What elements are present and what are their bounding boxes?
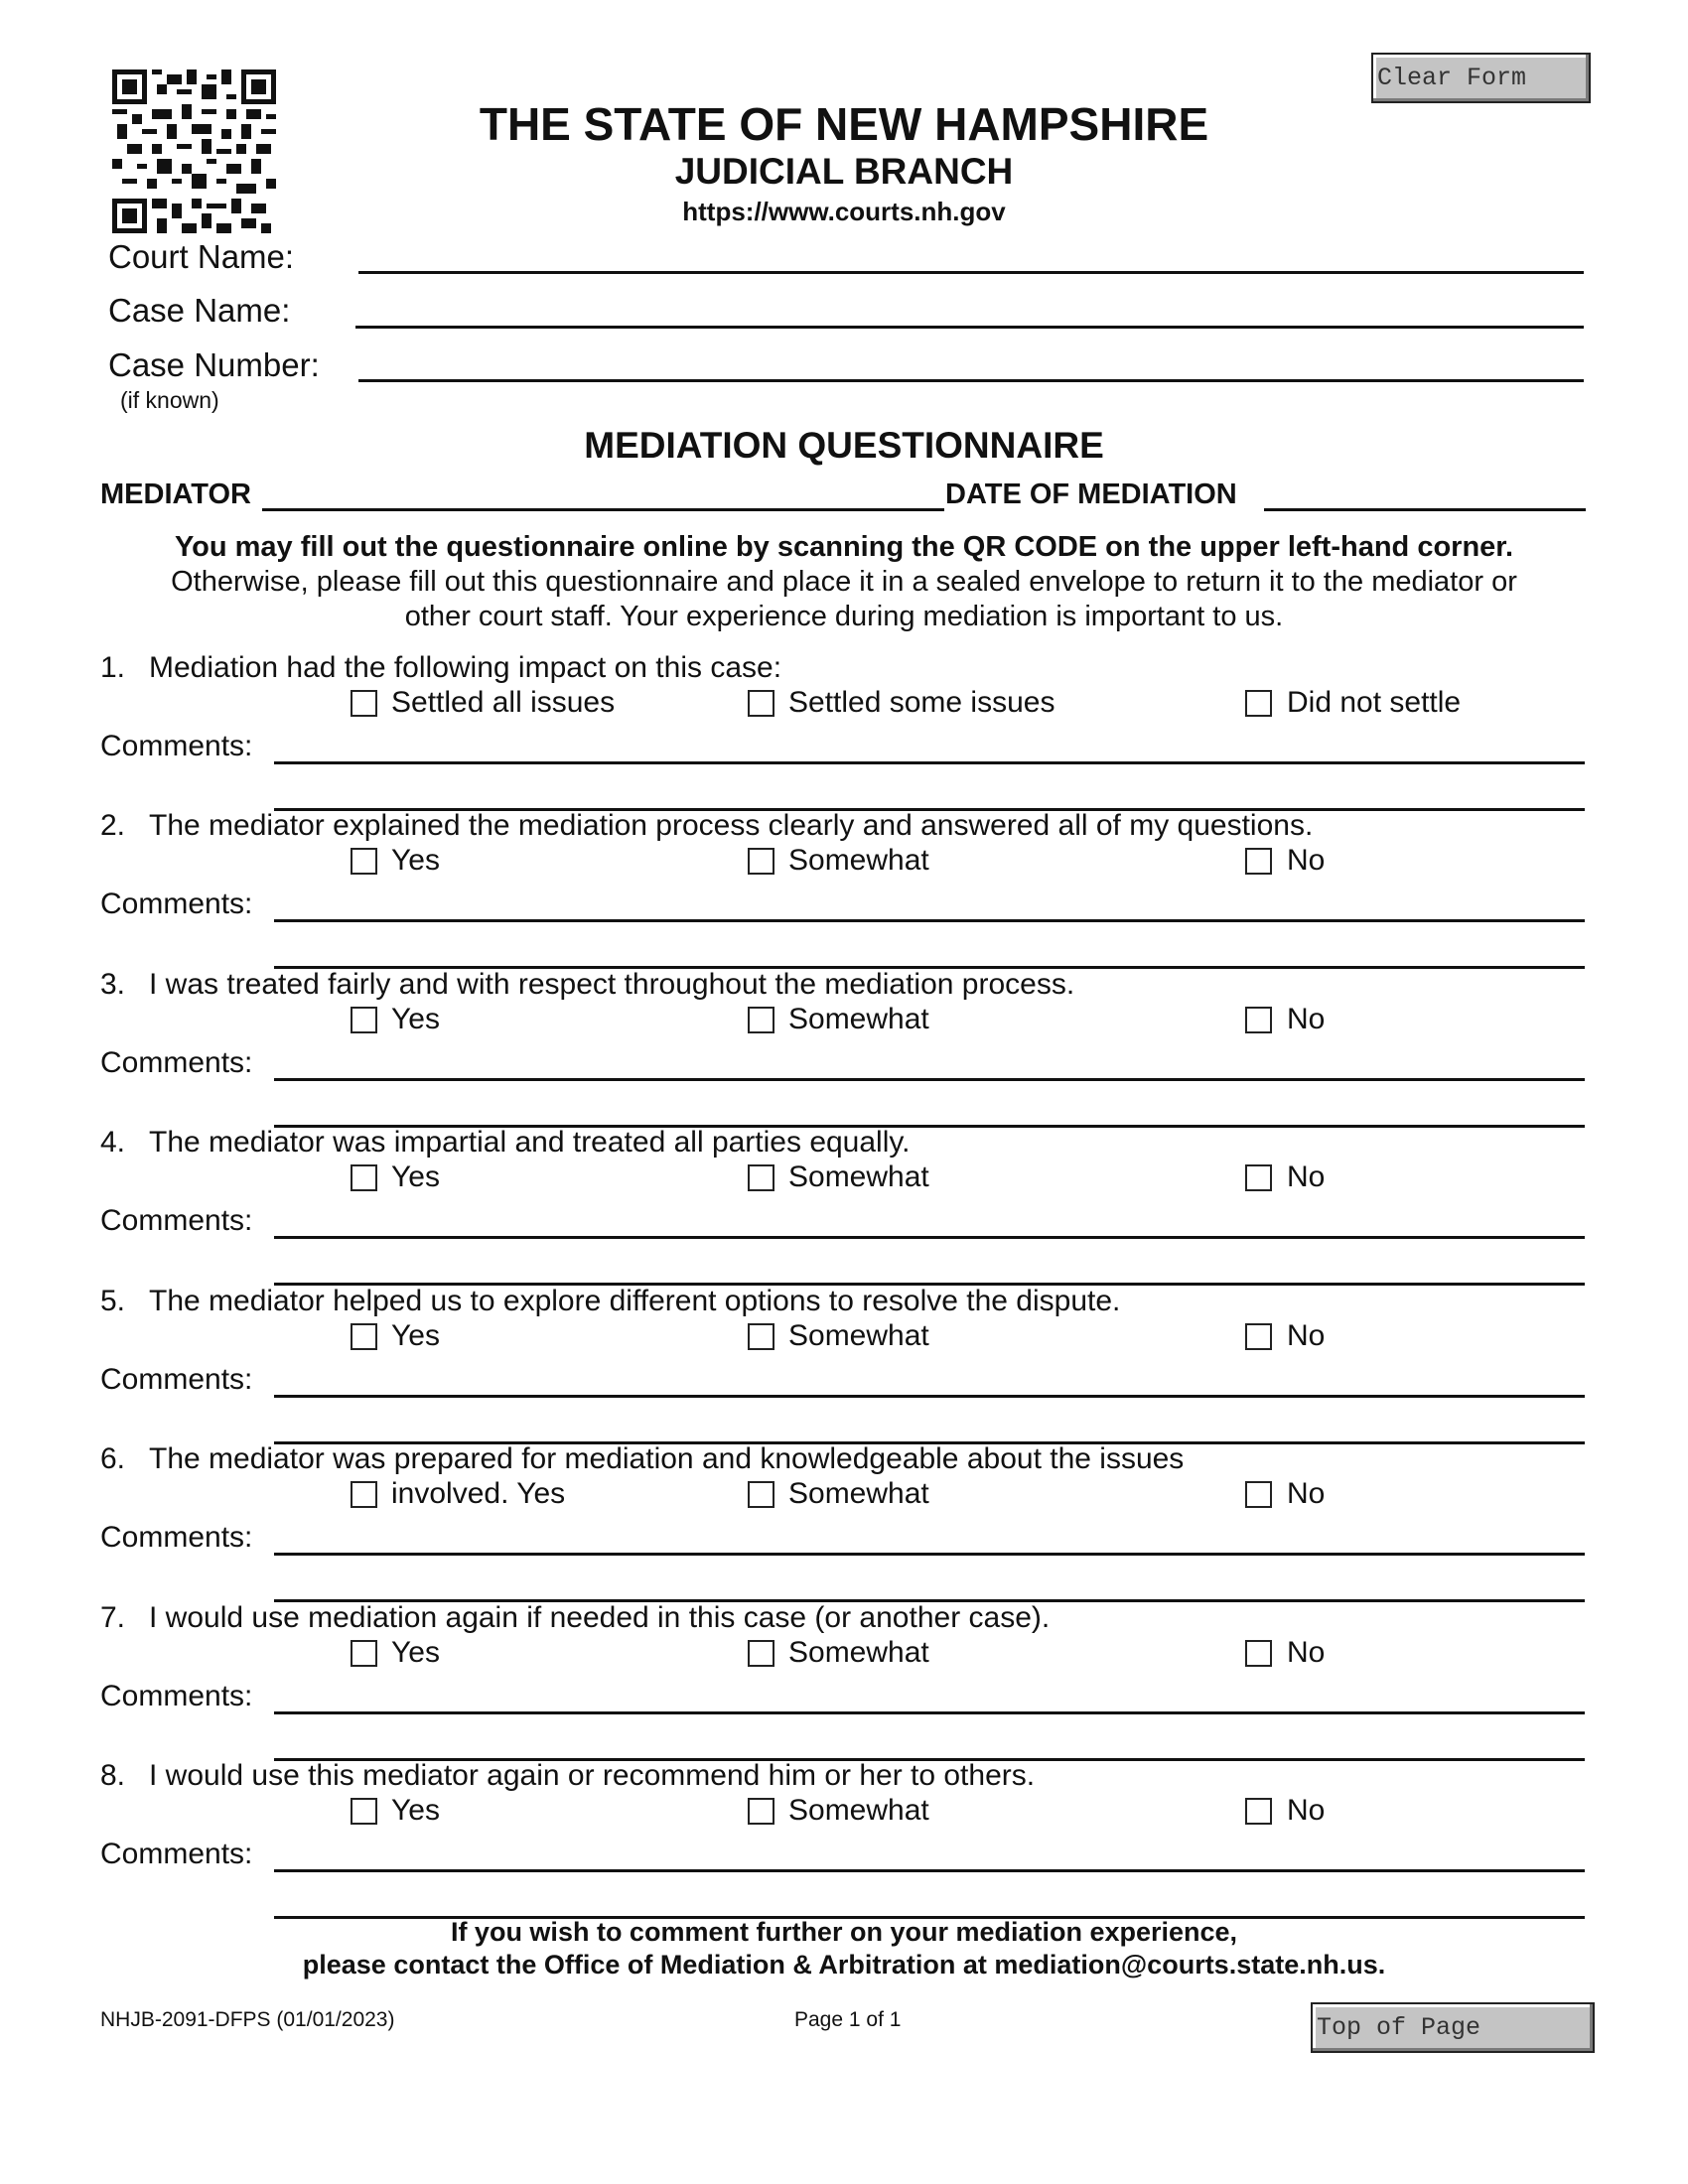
clear-form-button[interactable]: Clear Form xyxy=(1371,53,1591,103)
q8-checkbox-somewhat[interactable] xyxy=(748,1798,774,1825)
q1-option-1-label: Settled all issues xyxy=(391,686,616,719)
q3-checkbox-yes[interactable] xyxy=(351,1007,377,1033)
question-3-text: I was treated fairly and with respect throughout the mediation process. xyxy=(149,968,1075,1001)
q2-option-yes-label: Yes xyxy=(391,844,440,877)
date-of-mediation-label: DATE OF MEDIATION xyxy=(945,478,1237,510)
mediator-label: MEDIATOR xyxy=(100,478,251,510)
question-5-text: The mediator helped us to explore different options to resolve the dispute. xyxy=(149,1285,1121,1317)
court-name-field[interactable] xyxy=(358,271,1584,274)
q5-comments-line-1[interactable] xyxy=(274,1395,1585,1398)
question-6-number: 6. xyxy=(100,1442,126,1475)
qr-code xyxy=(112,69,276,233)
q2-checkbox-no[interactable] xyxy=(1245,848,1272,875)
form-number: NHJB-2091-DFPS (01/01/2023) xyxy=(100,2008,395,2031)
question-4-number: 4. xyxy=(100,1126,126,1159)
q8-checkbox-no[interactable] xyxy=(1245,1798,1272,1825)
q7-checkbox-yes[interactable] xyxy=(351,1640,377,1667)
q3-option-no-label: No xyxy=(1287,1003,1326,1035)
q6-comments-label: Comments: xyxy=(100,1521,253,1554)
q4-option-yes-label: Yes xyxy=(391,1160,440,1193)
q3-checkbox-somewhat[interactable] xyxy=(748,1007,774,1033)
instructions-line-3: other court staff. Your experience during mediation is important to us. xyxy=(404,601,1284,632)
q7-comments-label: Comments: xyxy=(100,1680,253,1712)
case-name-field[interactable] xyxy=(355,326,1584,329)
q2-comments-label: Comments: xyxy=(100,887,253,920)
q7-comments-line-1[interactable] xyxy=(274,1711,1585,1714)
question-4-text: The mediator was impartial and treated all parties equally. xyxy=(149,1126,911,1159)
q1-checkbox-option-1[interactable] xyxy=(351,690,377,717)
q3-checkbox-no[interactable] xyxy=(1245,1007,1272,1033)
case-number-label: Case Number: xyxy=(108,346,320,383)
q5-option-no-label: No xyxy=(1287,1319,1326,1352)
q1-option-2-label: Settled some issues xyxy=(788,686,1055,719)
question-1-number: 1. xyxy=(100,651,126,684)
q8-comments-label: Comments: xyxy=(100,1838,253,1870)
page-number: Page 1 of 1 xyxy=(794,2008,902,2031)
q2-option-no-label: No xyxy=(1287,844,1326,877)
q4-option-somewhat-label: Somewhat xyxy=(788,1160,929,1193)
instructions-line-2: Otherwise, please fill out this questionnaire and place it in a sealed envelope to return it to the mediator or xyxy=(171,566,1517,598)
case-name-label: Case Name: xyxy=(108,292,291,329)
q2-option-somewhat-label: Somewhat xyxy=(788,844,929,877)
instructions-bold: You may fill out the questionnaire online by scanning the QR CODE on the upper left-hand corner. xyxy=(174,531,1514,563)
q3-comments-label: Comments: xyxy=(100,1046,253,1079)
q7-checkbox-somewhat[interactable] xyxy=(748,1640,774,1667)
q6-option-yes-label: involved. Yes xyxy=(391,1477,566,1510)
q5-option-yes-label: Yes xyxy=(391,1319,440,1352)
q4-comments-line-1[interactable] xyxy=(274,1236,1585,1239)
q8-option-somewhat-label: Somewhat xyxy=(788,1794,929,1827)
q3-comments-line-1[interactable] xyxy=(274,1078,1585,1081)
q8-option-yes-label: Yes xyxy=(391,1794,440,1827)
q1-comments-label: Comments: xyxy=(100,730,253,762)
q6-checkbox-no[interactable] xyxy=(1245,1481,1272,1508)
court-name-label: Court Name: xyxy=(108,238,295,275)
q2-checkbox-somewhat[interactable] xyxy=(748,848,774,875)
question-1-text: Mediation had the following impact on this case: xyxy=(149,651,782,684)
question-7-number: 7. xyxy=(100,1601,126,1634)
q4-comments-label: Comments: xyxy=(100,1204,253,1237)
q6-comments-line-1[interactable] xyxy=(274,1553,1585,1556)
q8-option-no-label: No xyxy=(1287,1794,1326,1827)
question-7-text: I would use mediation again if needed in this case (or another case). xyxy=(149,1601,1051,1634)
q1-checkbox-option-2[interactable] xyxy=(748,690,774,717)
q7-checkbox-no[interactable] xyxy=(1245,1640,1272,1667)
q6-option-somewhat-label: Somewhat xyxy=(788,1477,929,1510)
q6-checkbox-yes[interactable] xyxy=(351,1481,377,1508)
q4-option-no-label: No xyxy=(1287,1160,1326,1193)
question-6-text: The mediator was prepared for mediation and knowledgeable about the issues xyxy=(149,1442,1185,1475)
q5-option-somewhat-label: Somewhat xyxy=(788,1319,929,1352)
q6-checkbox-somewhat[interactable] xyxy=(748,1481,774,1508)
mediator-field[interactable] xyxy=(262,508,944,511)
state-title: THE STATE OF NEW HAMPSHIRE xyxy=(479,98,1209,150)
q7-option-no-label: No xyxy=(1287,1636,1326,1669)
question-5-number: 5. xyxy=(100,1285,126,1317)
date-of-mediation-field[interactable] xyxy=(1264,508,1586,511)
q1-option-3-label: Did not settle xyxy=(1287,686,1462,719)
q1-checkbox-option-3[interactable] xyxy=(1245,690,1272,717)
contact-message xyxy=(0,1916,1688,1981)
contact-line-1: If you wish to comment further on your mediation experience, xyxy=(450,1917,1238,1947)
q5-checkbox-no[interactable] xyxy=(1245,1323,1272,1350)
q3-option-yes-label: Yes xyxy=(391,1003,440,1035)
question-3-number: 3. xyxy=(100,968,126,1001)
form-title: MEDIATION QUESTIONNAIRE xyxy=(584,425,1104,466)
question-8-text: I would use this mediator again or recommend him or her to others. xyxy=(149,1759,1036,1792)
q3-option-somewhat-label: Somewhat xyxy=(788,1003,929,1035)
q8-comments-line-1[interactable] xyxy=(274,1869,1585,1872)
q1-comments-line-1[interactable] xyxy=(274,761,1585,764)
q7-option-yes-label: Yes xyxy=(391,1636,440,1669)
question-2-text: The mediator explained the mediation process clearly and answered all of my questions. xyxy=(149,809,1314,842)
case-number-field[interactable] xyxy=(358,379,1584,382)
case-number-note: (if known) xyxy=(120,387,219,413)
q4-checkbox-somewhat[interactable] xyxy=(748,1164,774,1191)
branch-title: JUDICIAL BRANCH xyxy=(674,151,1014,192)
q7-option-somewhat-label: Somewhat xyxy=(788,1636,929,1669)
question-2-number: 2. xyxy=(100,809,126,842)
question-8-number: 8. xyxy=(100,1759,126,1792)
q8-checkbox-yes[interactable] xyxy=(351,1798,377,1825)
q2-comments-line-1[interactable] xyxy=(274,919,1585,922)
q5-checkbox-somewhat[interactable] xyxy=(748,1323,774,1350)
q6-option-no-label: No xyxy=(1287,1477,1326,1510)
q4-checkbox-no[interactable] xyxy=(1245,1164,1272,1191)
instructions xyxy=(99,530,1589,634)
q4-checkbox-yes[interactable] xyxy=(351,1164,377,1191)
contact-line-2: please contact the Office of Mediation & Arbitration at mediation@courts.state.nh.us. xyxy=(302,1950,1386,1979)
court-url: https://www.courts.nh.gov xyxy=(682,197,1006,226)
q2-checkbox-yes[interactable] xyxy=(351,848,377,875)
top-of-page-button[interactable]: Top of Page xyxy=(1311,2002,1595,2053)
q5-comments-label: Comments: xyxy=(100,1363,253,1396)
q5-checkbox-yes[interactable] xyxy=(351,1323,377,1350)
